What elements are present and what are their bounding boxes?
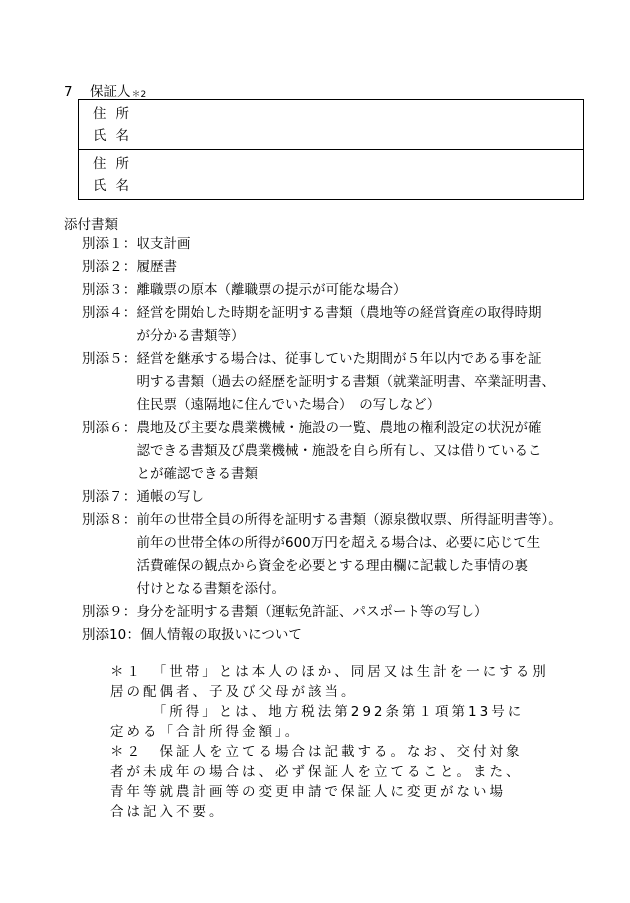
note-line: 「所得」とは、地方税法第292条第１項第13号に bbox=[110, 704, 525, 720]
attachment-label: 別添５ bbox=[82, 351, 123, 367]
address-row bbox=[79, 103, 583, 125]
attachment-text-line: 履歴書 bbox=[136, 259, 177, 275]
attachment-item bbox=[82, 624, 574, 647]
attachment-text-line: 個人情報の取扱いについて bbox=[140, 627, 302, 643]
attachment-text-line: とが確認できる書類 bbox=[136, 466, 258, 482]
attachment-separator: ： bbox=[122, 512, 137, 528]
attachment-separator: ： bbox=[122, 305, 137, 321]
address-row bbox=[79, 153, 583, 175]
attachment-label: 別添２ bbox=[82, 259, 123, 275]
address-label: 住所 bbox=[93, 106, 138, 122]
attachment-text-line: 前年の世帯全員の所得を証明する書類（源泉徴収票、所得証明書等）。 bbox=[136, 512, 562, 528]
attachment-text-line: 農地及び主要な農業機械・施設の一覧、農地の権利設定の状況が確 bbox=[136, 420, 542, 436]
attachment-separator: ： bbox=[122, 236, 137, 252]
attachment-item bbox=[82, 279, 574, 302]
attachment-separator: ： bbox=[122, 259, 137, 275]
attachment-text-line: 前年の世帯全体の所得が600万円を超える場合は、必要に応じて生 bbox=[136, 535, 541, 551]
attachment-label: 別添９ bbox=[82, 604, 123, 620]
attachment-item bbox=[82, 256, 574, 279]
attachment-item bbox=[82, 509, 574, 601]
guarantor-block-2 bbox=[79, 150, 583, 199]
attachment-item bbox=[82, 348, 574, 417]
attachment-text bbox=[137, 601, 575, 624]
attachment-separator: ： bbox=[122, 420, 137, 436]
section-7-heading bbox=[64, 80, 146, 100]
attachment-separator: ： bbox=[122, 282, 137, 298]
note-line: 青年等就農計画等の変更申請で保証人に変更がない場 bbox=[110, 784, 506, 800]
attachment-separator: ： bbox=[126, 627, 140, 643]
attachment-text-line: 経営を開始した時期を証明する書類（農地等の経営資産の取得時期 bbox=[136, 305, 542, 321]
note-reference: ＊2 bbox=[131, 90, 147, 100]
attachment-item bbox=[82, 302, 574, 348]
attachment-text bbox=[137, 417, 575, 486]
section-title: 保証人 bbox=[90, 84, 131, 100]
attachment-text-line: 明する書類（過去の経歴を証明する書類（就業証明書、卒業証明書、 bbox=[136, 374, 555, 390]
guarantor-block-1 bbox=[79, 100, 583, 150]
attachment-separator: ： bbox=[122, 489, 137, 505]
note-line: 居の配偶者、子及び父母が該当。 bbox=[110, 684, 358, 700]
attachment-item bbox=[82, 486, 574, 509]
attachment-text bbox=[137, 256, 575, 279]
guarantor-table bbox=[78, 99, 584, 200]
attachment-label: 別添６ bbox=[82, 420, 123, 436]
attachment-text bbox=[137, 302, 575, 348]
attachment-label: 別添３ bbox=[82, 282, 123, 298]
address-label: 住所 bbox=[93, 156, 138, 172]
attachment-label: 別添７ bbox=[82, 489, 123, 505]
name-row bbox=[79, 175, 583, 197]
attachment-text bbox=[137, 509, 575, 601]
note-line: ＊１ 「世帯」とは本人のほか、同居又は生計を一にする別 bbox=[110, 664, 549, 680]
attachment-text bbox=[137, 233, 575, 256]
attachment-text-line: 経営を継承する場合は、従事していた期間が５年以内である事を証 bbox=[136, 351, 542, 367]
name-label: 氏名 bbox=[93, 128, 138, 144]
section-number: 7 bbox=[64, 84, 73, 100]
attachment-text-line: 通帳の写し bbox=[136, 489, 204, 505]
attachment-text-line: 収支計画 bbox=[136, 236, 191, 252]
attachment-text-line: 活費確保の観点から資金を必要とする理由欄に記載した事情の裏 bbox=[136, 558, 528, 574]
name-label: 氏名 bbox=[93, 178, 138, 194]
attachment-item bbox=[82, 417, 574, 486]
note-line: 合は記入不要。 bbox=[110, 804, 226, 820]
attachment-separator: ： bbox=[122, 351, 137, 367]
attachment-text bbox=[137, 348, 575, 417]
attachment-separator: ： bbox=[122, 604, 137, 620]
attachment-label: 別添１ bbox=[82, 236, 123, 252]
attachments-heading: 添付書類 bbox=[64, 217, 118, 233]
attachment-text-line: 身分を証明する書類（運転免許証、パスポート等の写し） bbox=[136, 604, 488, 620]
attachments-list bbox=[82, 233, 574, 647]
attachment-text-line: 認できる書類及び農業機械・施設を自ら所有し、又は借りているこ bbox=[136, 443, 542, 459]
attachment-text-line: 離職票の原本（離職票の提示が可能な場合） bbox=[136, 282, 407, 298]
name-row bbox=[79, 125, 583, 147]
attachment-text bbox=[137, 279, 575, 302]
note-line: 定める「合計所得金額」。 bbox=[110, 724, 302, 740]
attachment-text bbox=[140, 624, 574, 647]
notes-block bbox=[110, 662, 572, 822]
attachment-text bbox=[137, 486, 575, 509]
attachment-text-line: が分かる書類等） bbox=[136, 328, 245, 344]
attachment-text-line: 住民票（遠隔地に住んでいた場合） の写しなど） bbox=[136, 397, 441, 413]
attachment-item bbox=[82, 233, 574, 256]
attachment-text-line: 付けとなる書類を添付。 bbox=[136, 581, 285, 597]
attachment-label: 別添10 bbox=[82, 627, 127, 643]
attachment-item bbox=[82, 601, 574, 624]
attachment-label: 別添４ bbox=[82, 305, 123, 321]
attachment-label: 別添８ bbox=[82, 512, 123, 528]
note-line: 者が未成年の場合は、必ず保証人を立てること。また、 bbox=[110, 764, 523, 780]
note-line: ＊２ 保証人を立てる場合は記載する。なお、交付対象 bbox=[110, 744, 523, 760]
